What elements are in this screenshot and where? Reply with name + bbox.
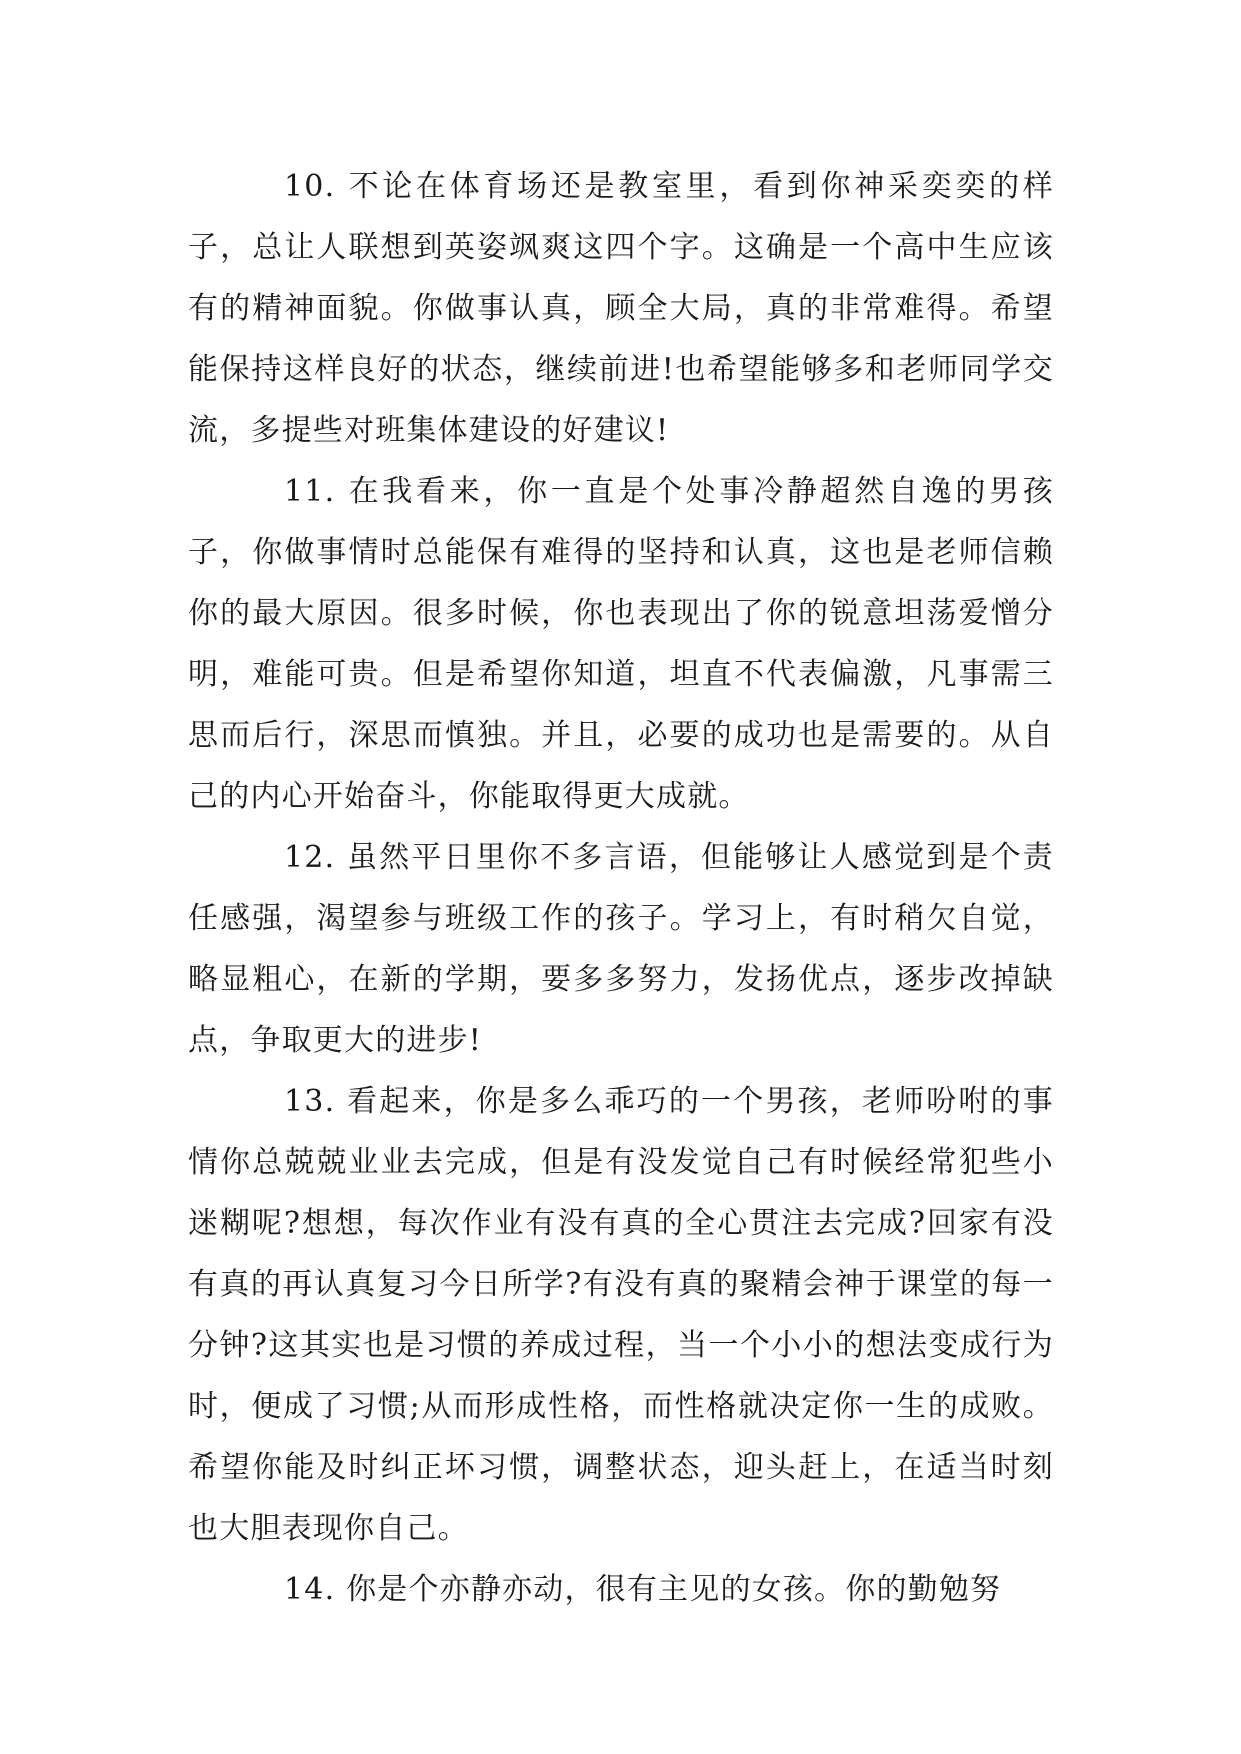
paragraph-text: 在我看来，你一直是个处事冷静超然自逸的男孩子，你做事情时总能保有难得的坚持和认真，这也是老师信赖你的最大原因。很多时候，你也表现出了你的锐意坦荡爱憎分明，难能可贵。但是希望你知道，坦直不代表偏激，凡事需三思而后行，深思而慎独。并且，必要的成功也是需要的。从自己的内心开始奋斗，你能取得更大成就。 — [188, 474, 1054, 814]
paragraph-number: 11. — [284, 474, 336, 509]
paragraph-10 — [188, 156, 1054, 461]
paragraph-text: 虽然平日里你不多言语，但能够让人感觉到是个责任感强，渴望参与班级工作的孩子。学习上，有时稍欠自觉，略显粗心，在新的学期，要多多努力，发扬优点，逐步改掉缺点，争取更大的进步! — [188, 840, 1054, 1058]
paragraph-number: 14. — [284, 1572, 336, 1607]
paragraph-13 — [188, 1071, 1054, 1559]
paragraph-14 — [188, 1559, 1054, 1620]
paragraph-text: 看起来，你是多么乖巧的一个男孩，老师吩咐的事情你总兢兢业业去完成，但是有没发觉自己有时候经常犯些小迷糊呢?想想，每次作业有没有真的全心贯注去完成?回家有没有真的再认真复习今日所学?有没有真的聚精会神于课堂的每一分钟?这其实也是习惯的养成过程，当一个小小的想法变成行为时，便成了习惯;从而形成性格，而性格就决定你一生的成败。希望你能及时纠正坏习惯，调整状态，迎头赶上，在适当时刻也大胆表现你自己。 — [188, 1084, 1054, 1546]
paragraph-number: 12. — [284, 840, 336, 875]
paragraph-number: 10. — [284, 169, 336, 204]
paragraph-text: 你是个亦静亦动，很有主见的女孩。你的勤勉努 — [346, 1572, 1002, 1607]
paragraph-12 — [188, 827, 1054, 1071]
document-page — [188, 156, 1054, 1620]
paragraph-11 — [188, 461, 1054, 827]
paragraph-text: 不论在体育场还是教室里，看到你神采奕奕的样子，总让人联想到英姿飒爽这四个字。这确是一个高中生应该有的精神面貌。你做事认真，顾全大局，真的非常难得。希望能保持这样良好的状态，继续前进!也希望能够多和老师同学交流，多提些对班集体建设的好建议! — [188, 169, 1054, 448]
paragraph-number: 13. — [284, 1084, 336, 1119]
